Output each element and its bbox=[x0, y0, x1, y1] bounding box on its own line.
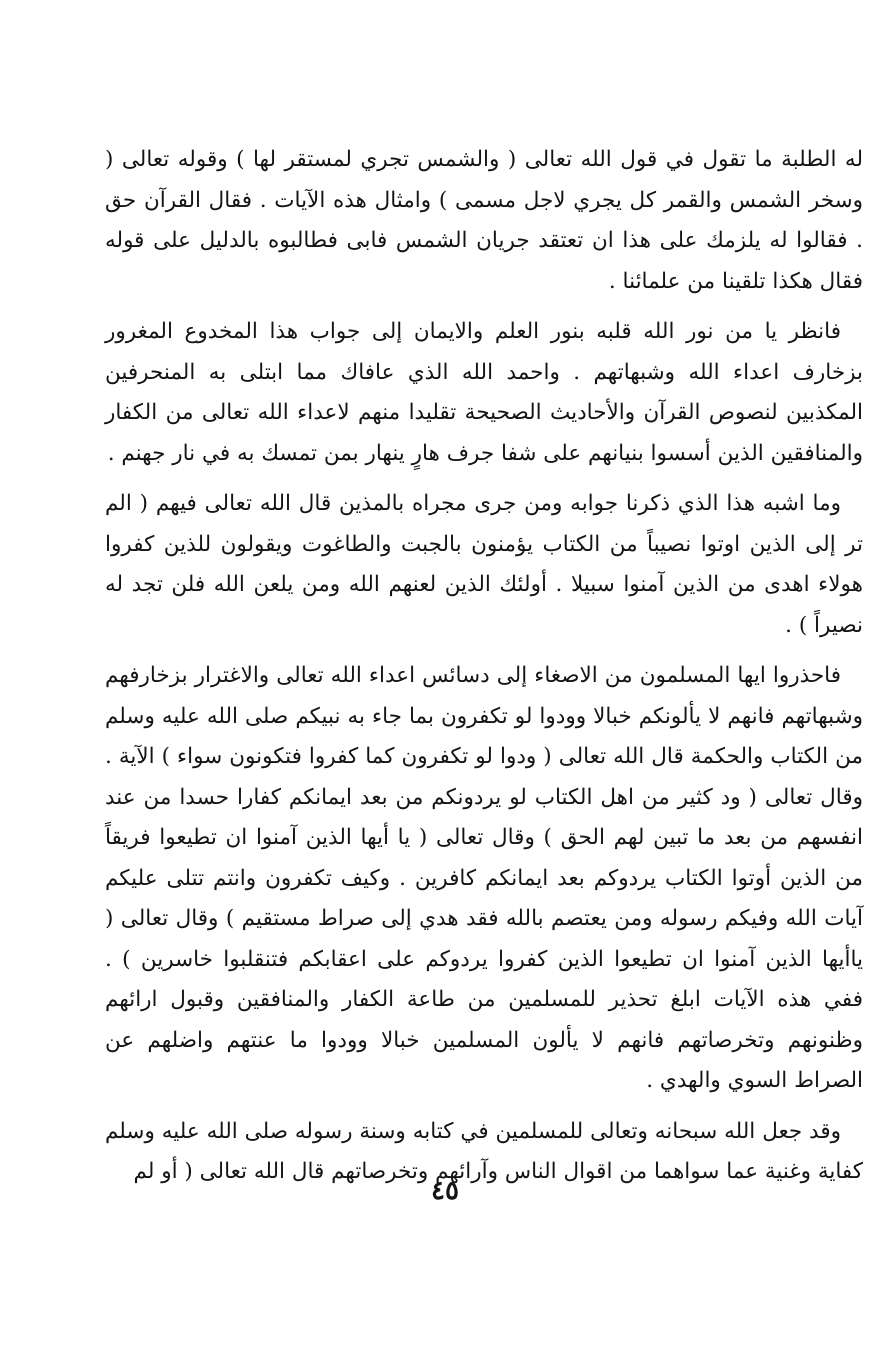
body-text bbox=[105, 140, 863, 1203]
page-number: ٤٥ bbox=[431, 1176, 459, 1206]
paragraph-3: وما اشبه هذا الذي ذكرنا جوابه ومن جرى مجراه بالمذين قال الله تعالى فيهم ( الم تر إلى الذين اوتوا نصيباً من الكتاب يؤمنون بالجبت والطاغوت ويقولون للذين كفروا هولاء اهدى من الذين آمنوا سبيلا . أولئك الذين لعنهم الله ومن يلعن الله فلن تجد له نصيراً ) . bbox=[105, 491, 863, 638]
paragraph-5: وقد جعل الله سبحانه وتعالى للمسلمين في كتابه وسنة رسوله صلى الله عليه وسلم كفاية وغنية عما سواهما من اقوال الناس وآرائهم وتخرصاتهم قال الله تعالى ( أو لم bbox=[105, 1118, 863, 1184]
paragraph-1: له الطلبة ما تقول في قول الله تعالى ( والشمس تجري لمستقر لها ) وقوله تعالى ( وسخر الشمس والقمر كل يجري لاجل مسمى ) وامثال هذه الآيات . فقال القرآن حق . فقالوا له يلزمك على هذا ان تعتقد جريان الشمس فابى فطالبوه بالدليل على قوله فقال هكذا تلقينا من علمائنا . bbox=[105, 147, 863, 294]
paragraph-4: فاحذروا ايها المسلمون من الاصغاء إلى دسائس اعداء الله تعالى والاغترار بزخارفهم وشبهاتهم فانهم لا يألونكم خبالا وودوا لو تكفرون بما جاء به نبيكم صلى الله عليه وسلم من الكتاب والحكمة قال الله تعالى ( ودوا لو تكفرون كما كفروا فتكونون سواء ) الآية . وقال تعالى ( ود كثير من اهل الكتاب لو يردونكم من بعد ايمانكم كفارا حسدا من عند انفسهم من بعد ما تبين لهم الحق ) وقال تعالى ( يا أيها الذين آمنوا ان تطيعوا فريقاً من الذين أوتوا الكتاب يردوكم بعد ايمانكم كافرين . وكيف تكفرون وانتم تتلى عليكم آيات الله وفيكم رسوله ومن يعتصم بالله فقد هدي إلى صراط مستقيم ) وقال تعالى ( ياأيها الذين آمنوا ان تطيعوا الذين كفروا يردوكم على اعقابكم فتنقلبوا خاسرين ) . ففي هذه الآيات ابلغ تحذير للمسلمين من طاعة الكفار والمنافقين وقبول ارائهم وظنونهم وتخرصاتهم فانهم لا يألون المسلمين خبالا وودوا ما عنتهم واضلهم عن الصراط السوي والهدي . bbox=[105, 663, 863, 1093]
paragraph-2: فانظر يا من نور الله قلبه بنور العلم والايمان إلى جواب هذا المخدوع المغرور بزخارف اعداء الله وشبهاتهم . واحمد الله الذي عافاك مما ابتلى به المنحرفين المكذبين لنصوص القرآن والأحاديث الصحيحة تقليدا منهم لاعداء الله تعالى من الكفار والمنافقين الذين أسسوا بنيانهم على شفا جرف هارٍ ينهار بمن تمسك به في نار جهنم . bbox=[105, 319, 863, 466]
